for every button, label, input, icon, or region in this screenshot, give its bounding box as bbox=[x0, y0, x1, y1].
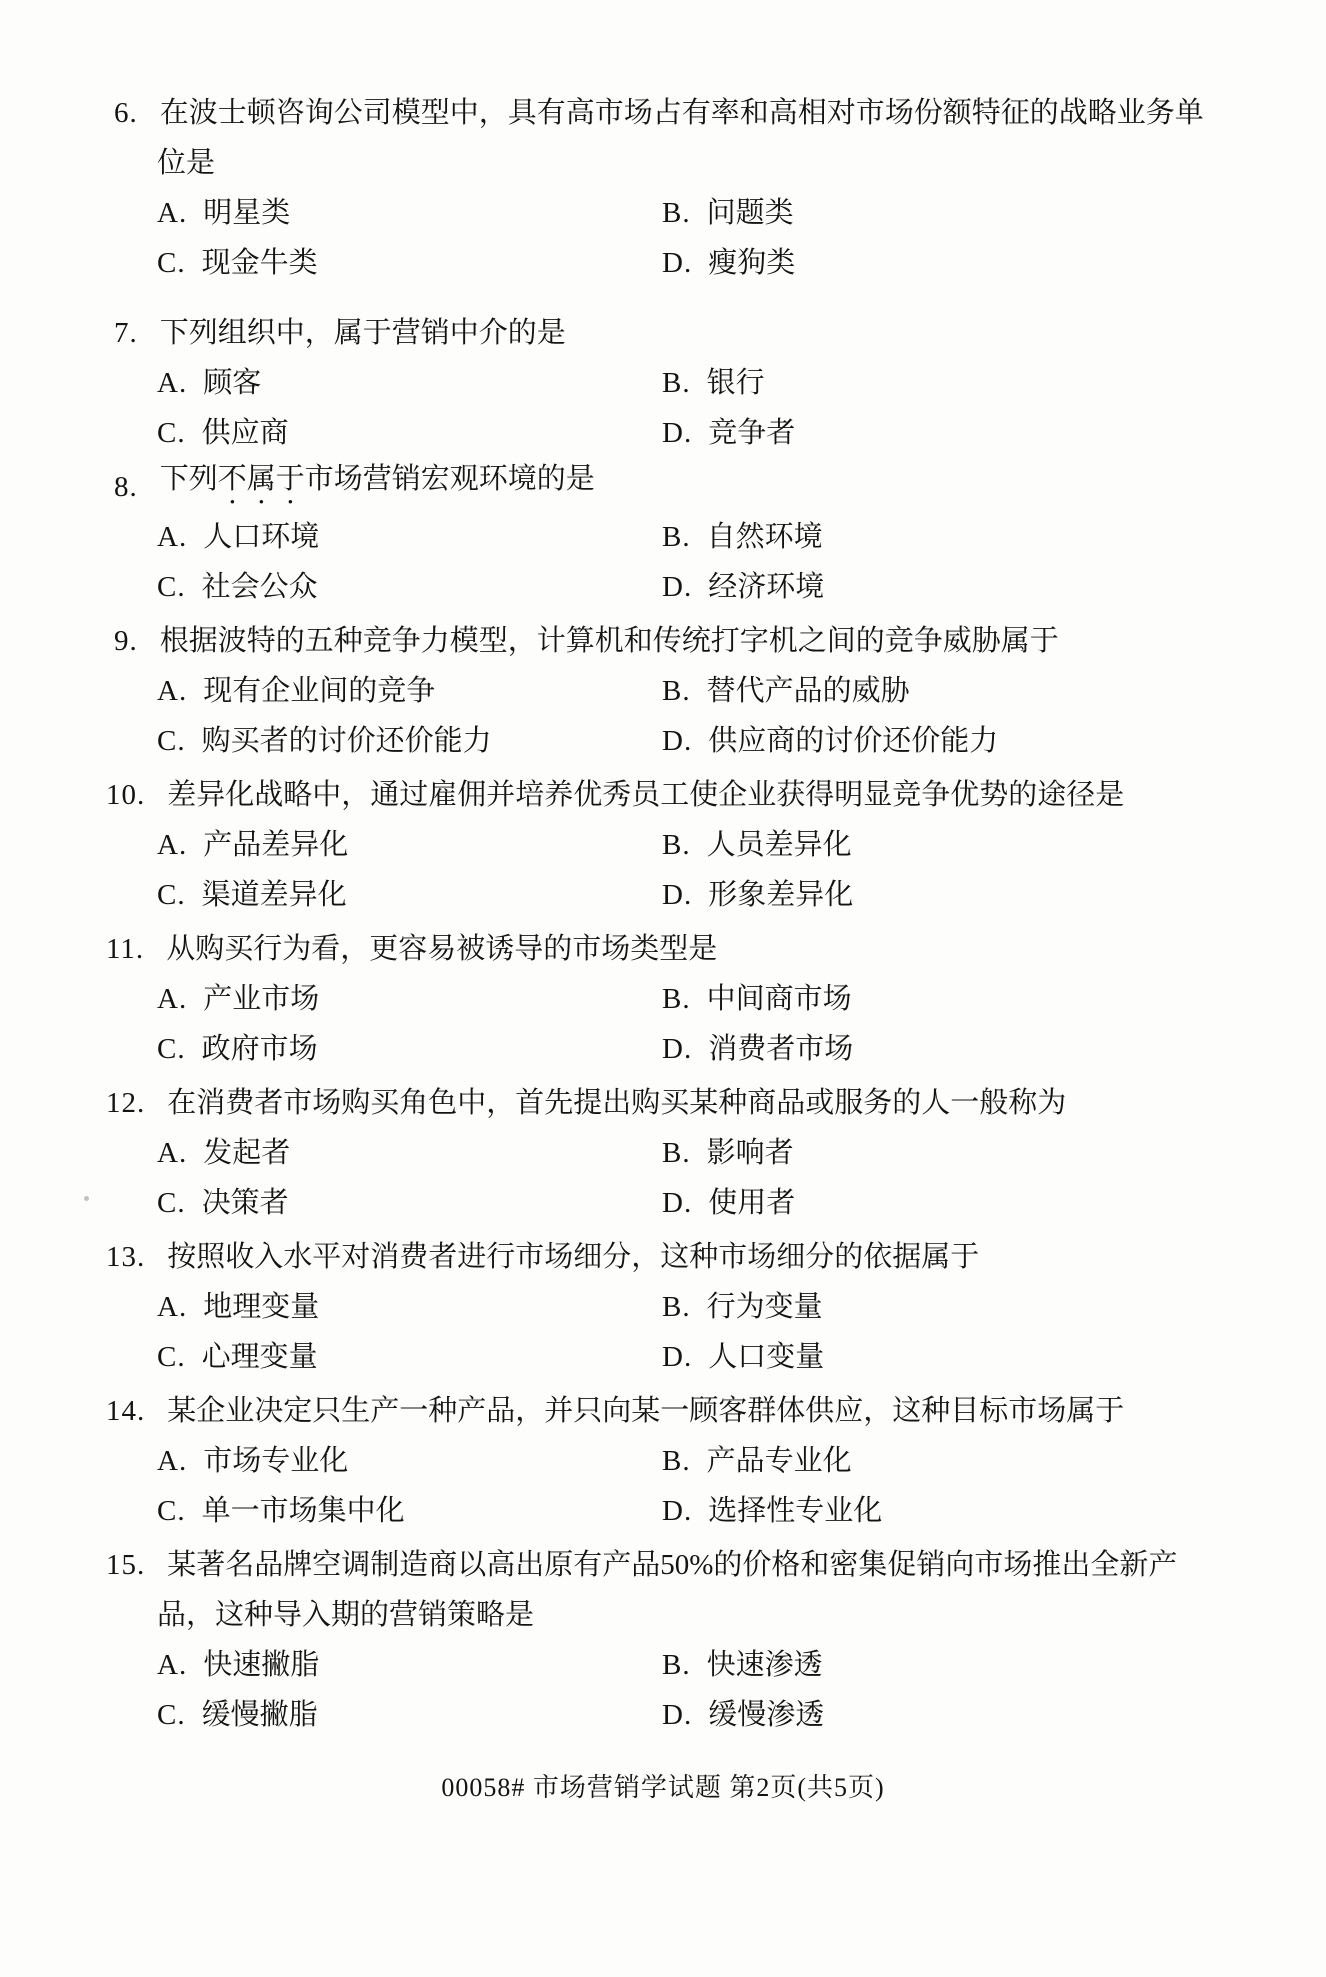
option bbox=[662, 878, 854, 911]
option-text: 银行 bbox=[706, 366, 765, 399]
option-text: 政府市场 bbox=[201, 1032, 318, 1065]
question-stem: 在消费者市场购买角色中，首先提出购买某种商品或服务的人一般称为 bbox=[167, 1086, 1067, 1119]
option bbox=[662, 828, 852, 861]
option-text: 人口变量 bbox=[708, 1340, 825, 1373]
option bbox=[662, 1494, 883, 1527]
option bbox=[662, 1648, 823, 1681]
option-label: B. bbox=[662, 196, 691, 229]
option-text: 地理变量 bbox=[203, 1290, 320, 1323]
option-label: D. bbox=[662, 416, 693, 449]
option-label: A. bbox=[157, 828, 188, 861]
question-number: 15. bbox=[106, 1548, 146, 1581]
option-label: D. bbox=[662, 1032, 693, 1065]
question-block bbox=[0, 924, 1326, 1074]
option-text: 缓慢撇脂 bbox=[201, 1698, 318, 1731]
option bbox=[157, 828, 662, 861]
option-label: A. bbox=[157, 1136, 188, 1169]
option-text: 决策者 bbox=[201, 1186, 289, 1219]
option-text: 供应商 bbox=[201, 416, 289, 449]
option-label: C. bbox=[157, 878, 186, 911]
option bbox=[662, 674, 910, 707]
option-label: A. bbox=[157, 674, 188, 707]
option-label: D. bbox=[662, 1186, 693, 1219]
option bbox=[662, 416, 796, 449]
option-label: A. bbox=[157, 196, 188, 229]
page-footer: 00058# 市场营销学试题 第2页(共5页) bbox=[441, 1772, 885, 1802]
option-label: C. bbox=[157, 570, 186, 603]
option-text: 明星类 bbox=[203, 196, 291, 229]
scan-artifact-dot bbox=[84, 1196, 89, 1201]
option-label: D. bbox=[662, 570, 693, 603]
option bbox=[662, 196, 794, 229]
option bbox=[157, 570, 662, 603]
option-label: C. bbox=[157, 416, 186, 449]
option-label: C. bbox=[157, 1032, 186, 1065]
option-text: 渠道差异化 bbox=[201, 878, 347, 911]
option bbox=[662, 246, 796, 279]
option-text: 快速撇脂 bbox=[203, 1648, 320, 1681]
option bbox=[662, 1698, 825, 1731]
option bbox=[157, 878, 662, 911]
option-text: 自然环境 bbox=[706, 520, 823, 553]
question-number: 9. bbox=[114, 624, 138, 657]
option-label: B. bbox=[662, 982, 691, 1015]
option-text: 现金牛类 bbox=[201, 246, 318, 279]
option bbox=[157, 724, 662, 757]
option-label: B. bbox=[662, 1444, 691, 1477]
emphasized-text: 不属于 bbox=[217, 463, 305, 495]
option-text: 人口环境 bbox=[203, 520, 320, 553]
option bbox=[662, 724, 999, 757]
option-label: D. bbox=[662, 1340, 693, 1373]
question-number: 14. bbox=[106, 1394, 146, 1427]
option-label: C. bbox=[157, 1494, 186, 1527]
option-label: A. bbox=[157, 1444, 188, 1477]
option-label: B. bbox=[662, 520, 691, 553]
option-text: 经济环境 bbox=[708, 570, 825, 603]
option-label: B. bbox=[662, 1290, 691, 1323]
option-label: D. bbox=[662, 246, 693, 279]
option bbox=[662, 570, 825, 603]
option bbox=[157, 520, 662, 553]
option bbox=[157, 246, 662, 279]
question-stem: 按照收入水平对消费者进行市场细分，这种市场细分的依据属于 bbox=[167, 1240, 980, 1273]
question-stem: 下列不属于市场营销宏观环境的是 bbox=[159, 463, 595, 495]
option-text: 产品专业化 bbox=[706, 1444, 852, 1477]
option-text: 现有企业间的竞争 bbox=[203, 674, 436, 707]
option-label: D. bbox=[662, 878, 693, 911]
question-stem: 在波士顿咨询公司模型中，具有高市场占有率和高相对市场份额特征的战略业务单 bbox=[159, 96, 1204, 129]
option-label: C. bbox=[157, 1698, 186, 1731]
question-number: 12. bbox=[106, 1086, 146, 1119]
question-block bbox=[0, 462, 1326, 612]
option-text: 行为变量 bbox=[706, 1290, 823, 1323]
option bbox=[157, 1032, 662, 1065]
option-label: B. bbox=[662, 1648, 691, 1681]
option-label: C. bbox=[157, 1340, 186, 1373]
option-label: B. bbox=[662, 366, 691, 399]
option-text: 产品差异化 bbox=[203, 828, 349, 861]
option-label: A. bbox=[157, 1648, 188, 1681]
option bbox=[157, 1648, 662, 1681]
option bbox=[662, 1340, 825, 1373]
question-stem: 从购买行为看，更容易被诱导的市场类型是 bbox=[166, 932, 718, 965]
option-label: B. bbox=[662, 674, 691, 707]
option-label: A. bbox=[157, 520, 188, 553]
option-text: 问题类 bbox=[706, 196, 794, 229]
option-text: 选择性专业化 bbox=[708, 1494, 883, 1527]
option bbox=[662, 1444, 852, 1477]
question-stem: 差异化战略中，通过雇佣并培养优秀员工使企业获得明显竞争优势的途径是 bbox=[167, 778, 1125, 811]
question-stem: 下列组织中，属于营销中介的是 bbox=[159, 316, 566, 349]
question-stem-continuation: 位是 bbox=[157, 146, 216, 179]
option-text: 购买者的讨价还价能力 bbox=[201, 724, 492, 757]
question-stem: 某著名品牌空调制造商以高出原有产品50%的价格和密集促销向市场推出全新产 bbox=[167, 1548, 1178, 1581]
option bbox=[157, 1136, 662, 1169]
question-block bbox=[0, 1540, 1326, 1740]
question-block bbox=[0, 1232, 1326, 1382]
option-text: 市场专业化 bbox=[203, 1444, 349, 1477]
question-stem: 根据波特的五种竞争力模型，计算机和传统打字机之间的竞争威胁属于 bbox=[159, 624, 1059, 657]
option bbox=[662, 1136, 794, 1169]
option bbox=[157, 1494, 662, 1527]
option-label: D. bbox=[662, 1698, 693, 1731]
option-text: 消费者市场 bbox=[708, 1032, 854, 1065]
option-label: D. bbox=[662, 1494, 693, 1527]
question-number: 8. bbox=[114, 470, 138, 503]
option bbox=[662, 1186, 796, 1219]
option bbox=[157, 1290, 662, 1323]
option bbox=[157, 982, 662, 1015]
option-text: 快速渗透 bbox=[706, 1648, 823, 1681]
option-text: 使用者 bbox=[708, 1186, 796, 1219]
question-block bbox=[0, 770, 1326, 920]
question-stem: 某企业决定只生产一种产品，并只向某一顾客群体供应，这种目标市场属于 bbox=[167, 1394, 1125, 1427]
option-text: 顾客 bbox=[203, 366, 262, 399]
option bbox=[662, 982, 852, 1015]
option-text: 社会公众 bbox=[201, 570, 318, 603]
option bbox=[157, 674, 662, 707]
option-label: A. bbox=[157, 982, 188, 1015]
option-label: D. bbox=[662, 724, 693, 757]
question-number: 13. bbox=[106, 1240, 146, 1273]
option bbox=[662, 1032, 854, 1065]
option bbox=[157, 1340, 662, 1373]
option-label: A. bbox=[157, 1290, 188, 1323]
option-label: A. bbox=[157, 366, 188, 399]
option-text: 中间商市场 bbox=[706, 982, 852, 1015]
option bbox=[157, 416, 662, 449]
option-label: C. bbox=[157, 724, 186, 757]
option bbox=[157, 366, 662, 399]
question-block bbox=[0, 88, 1326, 288]
question-number: 6. bbox=[114, 96, 138, 129]
option-text: 竞争者 bbox=[708, 416, 796, 449]
option-text: 替代产品的威胁 bbox=[706, 674, 910, 707]
option bbox=[662, 520, 823, 553]
option-text: 影响者 bbox=[706, 1136, 794, 1169]
question-number: 7. bbox=[114, 316, 138, 349]
option-text: 供应商的讨价还价能力 bbox=[708, 724, 999, 757]
option bbox=[662, 1290, 823, 1323]
option-text: 发起者 bbox=[203, 1136, 291, 1169]
option bbox=[157, 1444, 662, 1477]
question-number: 11. bbox=[106, 932, 145, 965]
option bbox=[157, 1698, 662, 1731]
option-text: 心理变量 bbox=[201, 1340, 318, 1373]
question-stem-continuation: 品，这种导入期的营销策略是 bbox=[157, 1598, 535, 1631]
option-label: B. bbox=[662, 828, 691, 861]
option bbox=[662, 366, 765, 399]
option-label: C. bbox=[157, 1186, 186, 1219]
option-label: B. bbox=[662, 1136, 691, 1169]
option bbox=[157, 196, 662, 229]
option-label: C. bbox=[157, 246, 186, 279]
question-block bbox=[0, 308, 1326, 458]
question-block bbox=[0, 616, 1326, 766]
question-number: 10. bbox=[106, 778, 146, 811]
option bbox=[157, 1186, 662, 1219]
option-text: 产业市场 bbox=[203, 982, 320, 1015]
option-text: 形象差异化 bbox=[708, 878, 854, 911]
option-text: 缓慢渗透 bbox=[708, 1698, 825, 1731]
option-text: 人员差异化 bbox=[706, 828, 852, 861]
question-block bbox=[0, 1078, 1326, 1228]
question-block bbox=[0, 1386, 1326, 1536]
option-text: 单一市场集中化 bbox=[201, 1494, 405, 1527]
option-text: 瘦狗类 bbox=[708, 246, 796, 279]
